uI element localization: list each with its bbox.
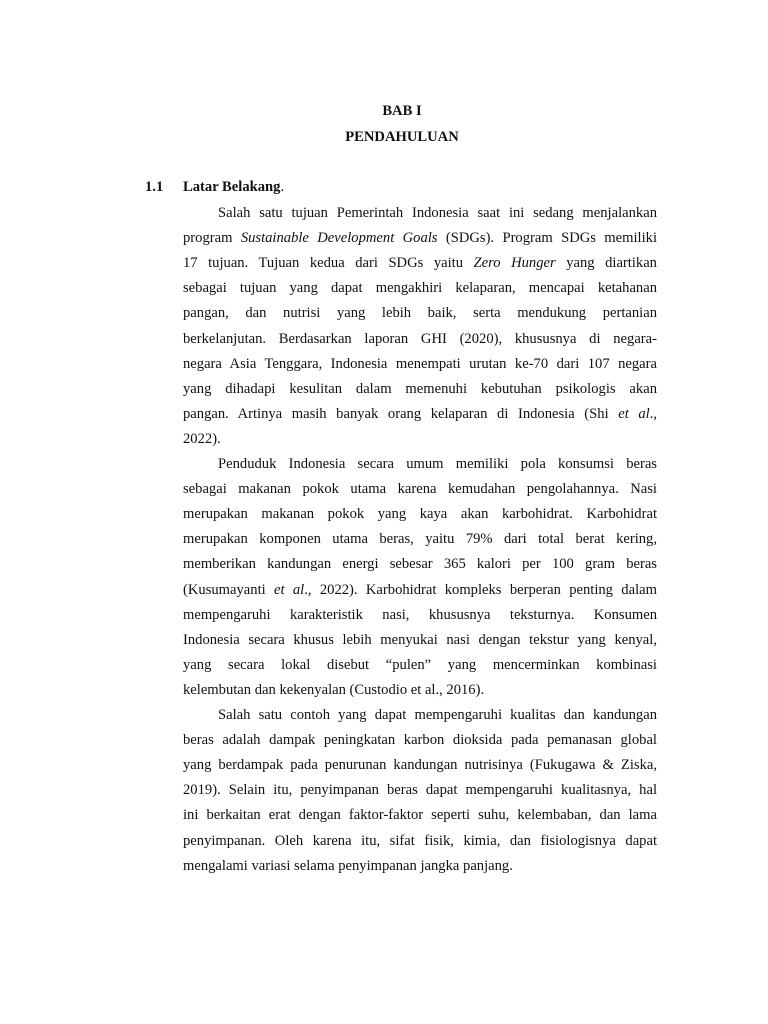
paragraph-2-line: kelembutan dan kekenyalan (Custodio et al., 2016). [183, 681, 485, 698]
italic-term: Sustainable Development Goals [240, 230, 438, 247]
paragraph-1-line: negara Asia Tenggara, Indonesia menempati urutan ke-70 dari 107 negara [183, 355, 657, 372]
paragraph-3-line: beras adalah dampak peningkatan karbon dioksida pada pemanasan global [183, 732, 657, 749]
section-title: Latar Belakang [183, 179, 281, 195]
paragraph-2-line: Indonesia secara khusus lebih menyukai nasi dengan tekstur yang kenyal, [183, 631, 657, 648]
chapter-title: PENDAHULUAN [345, 129, 459, 145]
paragraph-2-line: mempengaruhi karakteristik nasi, khususnya teksturnya. Konsumen [183, 606, 657, 623]
paragraph-1-line: 2022). [183, 430, 221, 447]
paragraph-1-line: sebagai tujuan yang dapat mengakhiri kelaparan, mencapai ketahanan [183, 280, 657, 297]
paragraph-3-line: penyimpanan. Oleh karena itu, sifat fisik, kimia, dan fisiologisnya dapat [183, 832, 657, 849]
paragraph-1-line: Salah satu tujuan Pemerintah Indonesia saat ini sedang menjalankan [218, 205, 657, 221]
paragraph-1-line: berkelanjutan. Berdasarkan laporan GHI (2020), khususnya di negara- [183, 330, 657, 347]
paragraph-2-line: merupakan komponen utama beras, yaitu 79% dari total berat kering, [183, 531, 657, 548]
paragraph-3-line: Salah satu contoh yang dapat mempengaruhi kualitas dan kandungan [218, 707, 657, 723]
italic-term: et al [618, 405, 650, 422]
section-title-suffix: . [280, 179, 285, 195]
paragraph-3-line: ini berkaitan erat dengan faktor-faktor seperti suhu, kelembaban, dan lama [183, 807, 657, 824]
paragraph-1-line: program Sustainable Development Goals (SDGs). Program SDGs memiliki [183, 230, 658, 247]
paragraph-1-line: pangan, dan nutrisi yang lebih baik, serta mendukung pertanian [183, 305, 657, 322]
paragraph-1-line: pangan. Artinya masih banyak orang kelaparan di Indonesia (Shi et al., [183, 405, 657, 422]
paragraph-2-line: Penduduk Indonesia secara umum memiliki pola konsumsi beras [218, 456, 657, 472]
paragraph-2-line: yang secara lokal disebut “pulen” yang mencerminkan kombinasi [183, 656, 657, 673]
section-heading [145, 177, 284, 197]
paragraph-2-line: merupakan makanan pokok yang kaya akan karbohidrat. Karbohidrat [183, 506, 657, 523]
paragraph-3-line: mengalami variasi selama penyimpanan jangka panjang. [183, 857, 513, 874]
italic-term: et al [274, 581, 305, 598]
paragraph-3-line: 2019). Selain itu, penyimpanan beras dapat mempengaruhi kualitasnya, hal [183, 782, 657, 799]
paragraph-2-line: memberikan kandungan energi sebesar 365 kalori per 100 gram beras [183, 556, 657, 573]
paragraph-1-line: 17 tujuan. Tujuan kedua dari SDGs yaitu Zero Hunger yang diartikan [183, 255, 657, 272]
paragraph-3-line: yang berdampak pada penurunan kandungan nutrisinya (Fukugawa & Ziska, [183, 757, 657, 774]
chapter-number: BAB I [382, 103, 422, 119]
italic-term: Zero Hunger [473, 255, 556, 272]
paragraph-1-line: yang dihadapi kesulitan dalam memenuhi kebutuhan psikologis akan [183, 380, 657, 397]
section-number: 1.1 [145, 179, 164, 195]
paragraph-2-line: (Kusumayanti et al., 2022). Karbohidrat kompleks berperan penting dalam [183, 581, 657, 598]
paragraph-2-line: sebagai makanan pokok utama karena kemudahan pengolahannya. Nasi [183, 481, 657, 498]
